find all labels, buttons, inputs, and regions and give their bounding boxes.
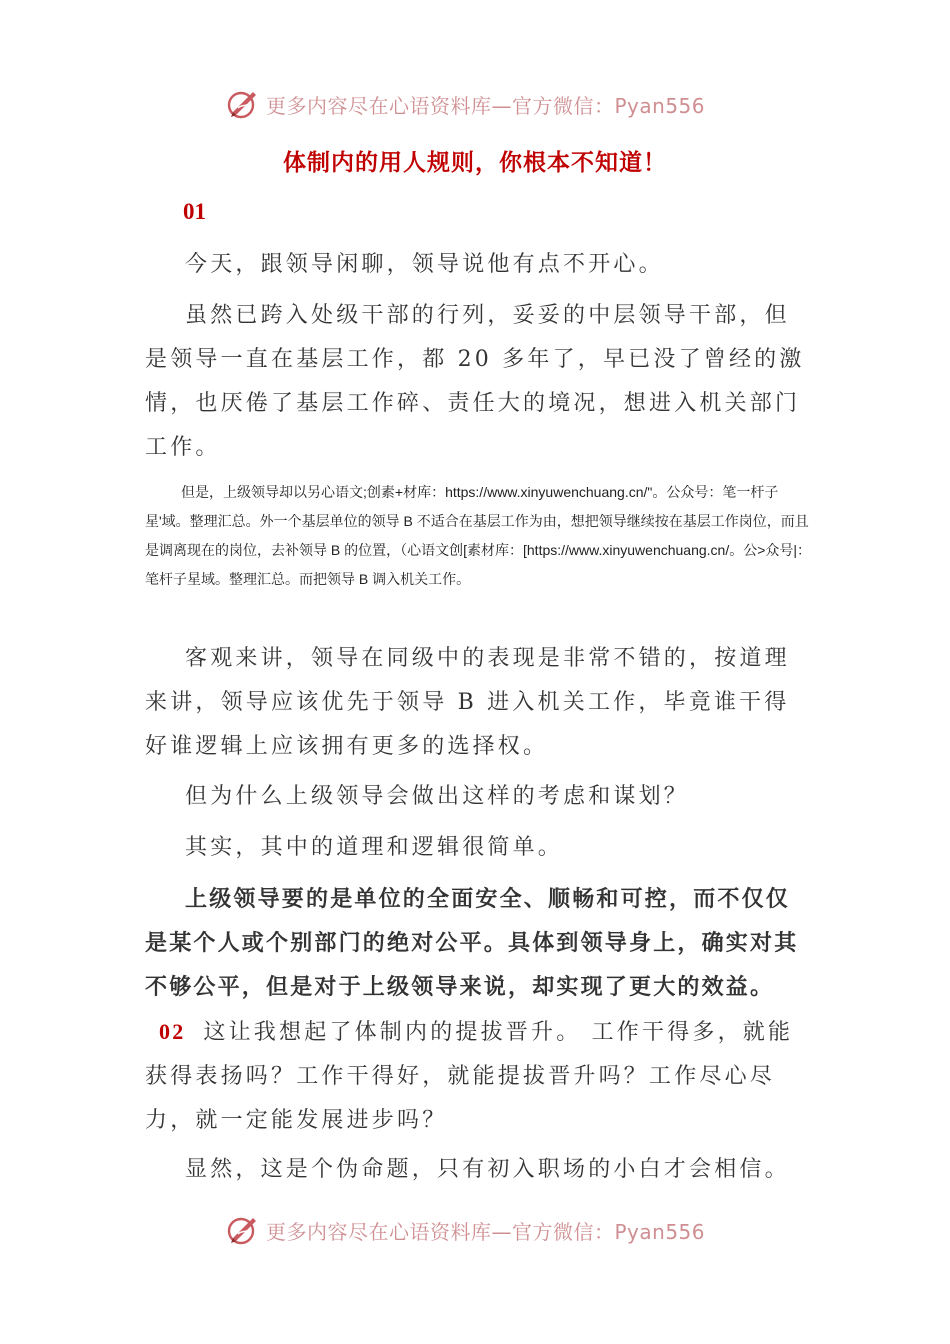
pen-circle-icon — [226, 1213, 260, 1247]
paragraph-7-rest: 这让我想起了体制内的提拔晋升。 工作干得多，就能获得表扬吗？工作干得好，就能提拔晋升吗？工作尽心尽力，就一定能发展进步吗？ — [145, 1020, 794, 1133]
page-title: 体制内的用人规则，你根本不知道！ — [283, 150, 667, 176]
footer-watermark — [226, 1210, 705, 1250]
section-number-02: 02 — [159, 1019, 186, 1044]
watermark-text: 更多内容尽在心语资料库—官方微信：Pyan556 — [266, 1219, 706, 1244]
paragraph-1: 今天，跟领导闲聊，领导说他有点不开心。 — [185, 252, 664, 277]
section-number-01: 01 — [183, 199, 206, 224]
paragraph-5: 但为什么上级领导会做出这样的考虑和谋划？ — [185, 784, 690, 809]
paragraph-6: 其实，其中的道理和逻辑很简单。 — [185, 835, 564, 860]
paragraph-7-bold: 上级领导要的是单位的全面安全、顺畅和可控，而不仅仅是某个人或个别部门的绝对公平。具体到领导身上，确实对其不够公平，但是对于上级领导来说，却实现了更大的效益。 — [145, 887, 799, 1000]
header-watermark — [226, 84, 705, 124]
paragraph-8: 显然，这是个伪命题，只有初入职场的小白才会相信。 — [185, 1157, 790, 1182]
paragraph-2: 虽然已跨入处级干部的行列，妥妥的中层领导干部，但是领导一直在基层工作，都 20 多年了，早已没了曾经的激情，也厌倦了基层工作碎、责任大的境况，想进入机关部门工作。 — [145, 303, 805, 460]
paragraph-3-small: 但是，上级领导却以另心语文;创素+材库：https://www.xinyuwenchuang.cn/"。公众号：笔一杆子星'域。整理汇总。外一个基层单位的领导 B 不适合在基层工作为由，想把领导继续按在基层工作岗位，而且是调离现在的岗位，去补领导 B 的位置，（心语文创[素材库：[https://www.xinyuwenchuang.cn/。公>众号|：笔杆子星域。整理汇总。而把领导 B 调入机关工作。 — [145, 484, 812, 587]
paragraph-7 — [145, 878, 810, 1143]
paragraph-4: 客观来讲，领导在同级中的表现是非常不错的，按道理来讲，领导应该优先于领导 B 进入机关工作，毕竟谁干得好谁逻辑上应该拥有更多的选择权。 — [145, 646, 790, 759]
watermark-text: 更多内容尽在心语资料库—官方微信：Pyan556 — [266, 93, 706, 118]
pen-circle-icon — [226, 87, 260, 121]
